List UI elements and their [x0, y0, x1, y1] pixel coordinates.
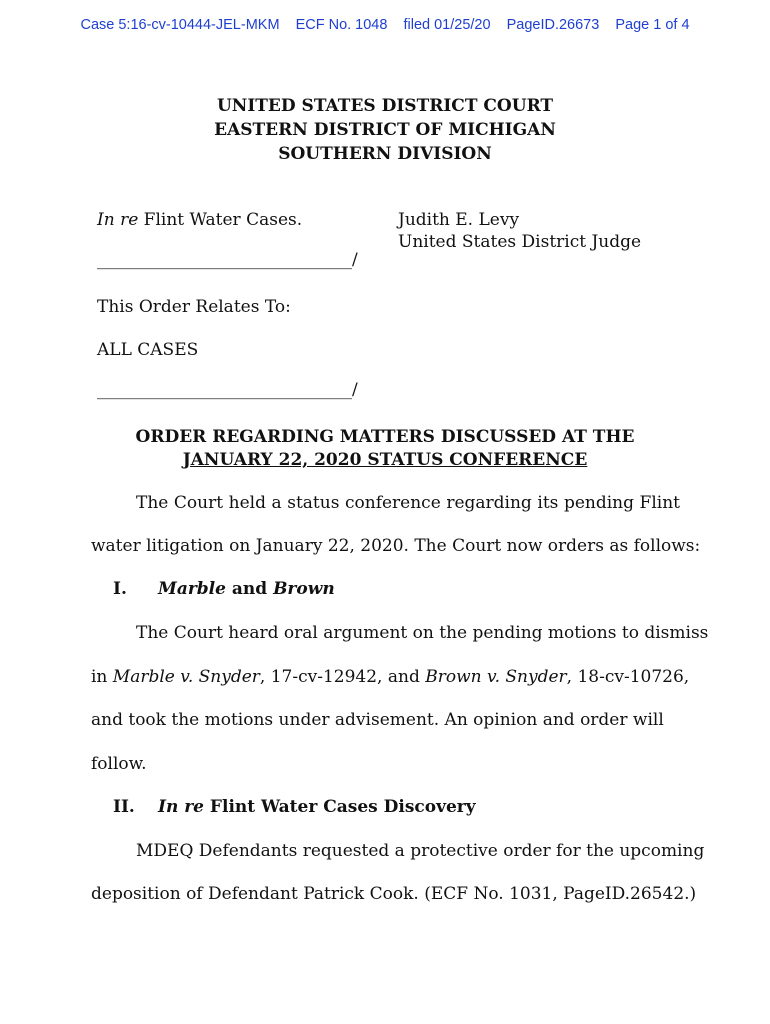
case-caption [97, 209, 302, 231]
relates-to-label: This Order Relates To: [97, 297, 291, 317]
judge-block [398, 209, 641, 253]
page-count: Page 1 of 4 [615, 17, 690, 33]
intro-line: The Court held a status conference regarding its pending Flint [136, 493, 680, 513]
intro-line: water litigation on January 22, 2020. The Court now orders as follows: [91, 536, 701, 556]
filed-date: filed 01/25/20 [403, 17, 491, 33]
caption-divider: ______________________________/ [97, 250, 358, 270]
section-2-title-part: In re [158, 797, 205, 817]
case-number: Case 5:16-cv-10444-JEL-MKM [80, 17, 280, 33]
order-title-line: JANUARY 22, 2020 STATUS CONFERENCE [182, 450, 588, 470]
body-text: , 17-cv-12942, and [259, 667, 426, 687]
judge-name: Judith E. Levy [398, 210, 520, 230]
section-1-numeral: I. [113, 579, 127, 599]
caption-divider: ______________________________/ [97, 380, 358, 400]
section-1-title-part: Marble [158, 579, 226, 599]
in-re-label: In re [97, 210, 139, 230]
order-title [0, 426, 770, 472]
section-2-numeral: II. [113, 797, 135, 817]
order-title-line: ORDER REGARDING MATTERS DISCUSSED AT THE [135, 427, 635, 447]
court-heading [0, 94, 770, 166]
body-line: and took the motions under advisement. An opinion and order will [91, 710, 664, 730]
ecf-header [0, 17, 770, 33]
body-text: , 18-cv-10726, [566, 667, 690, 687]
body-text: in [91, 667, 113, 687]
body-line: The Court heard oral argument on the pending motions to dismiss [136, 623, 709, 643]
section-2-title [158, 797, 476, 817]
body-line: follow. [91, 754, 147, 774]
court-division: SOUTHERN DIVISION [278, 144, 492, 164]
all-cases-label: ALL CASES [97, 340, 199, 360]
section-2-title-part: Flint Water Cases Discovery [204, 797, 476, 817]
body-line [91, 667, 690, 687]
case-name: Flint Water Cases. [138, 210, 303, 230]
page-id: PageID.26673 [506, 17, 600, 33]
case-citation: Marble v. Snyder [112, 667, 260, 687]
body-line: MDEQ Defendants requested a protective order for the upcoming [136, 841, 705, 861]
ecf-number: ECF No. 1048 [295, 17, 388, 33]
section-1-title-part: and [225, 579, 274, 599]
court-district: EASTERN DISTRICT OF MICHIGAN [214, 120, 556, 140]
case-citation: Brown v. Snyder [425, 667, 567, 687]
section-1-title-part: Brown [273, 579, 335, 599]
body-line: deposition of Defendant Patrick Cook. (ECF No. 1031, PageID.26542.) [91, 884, 697, 904]
court-name: UNITED STATES DISTRICT COURT [216, 96, 554, 116]
section-1-title [158, 579, 335, 599]
judge-title: United States District Judge [398, 232, 642, 252]
